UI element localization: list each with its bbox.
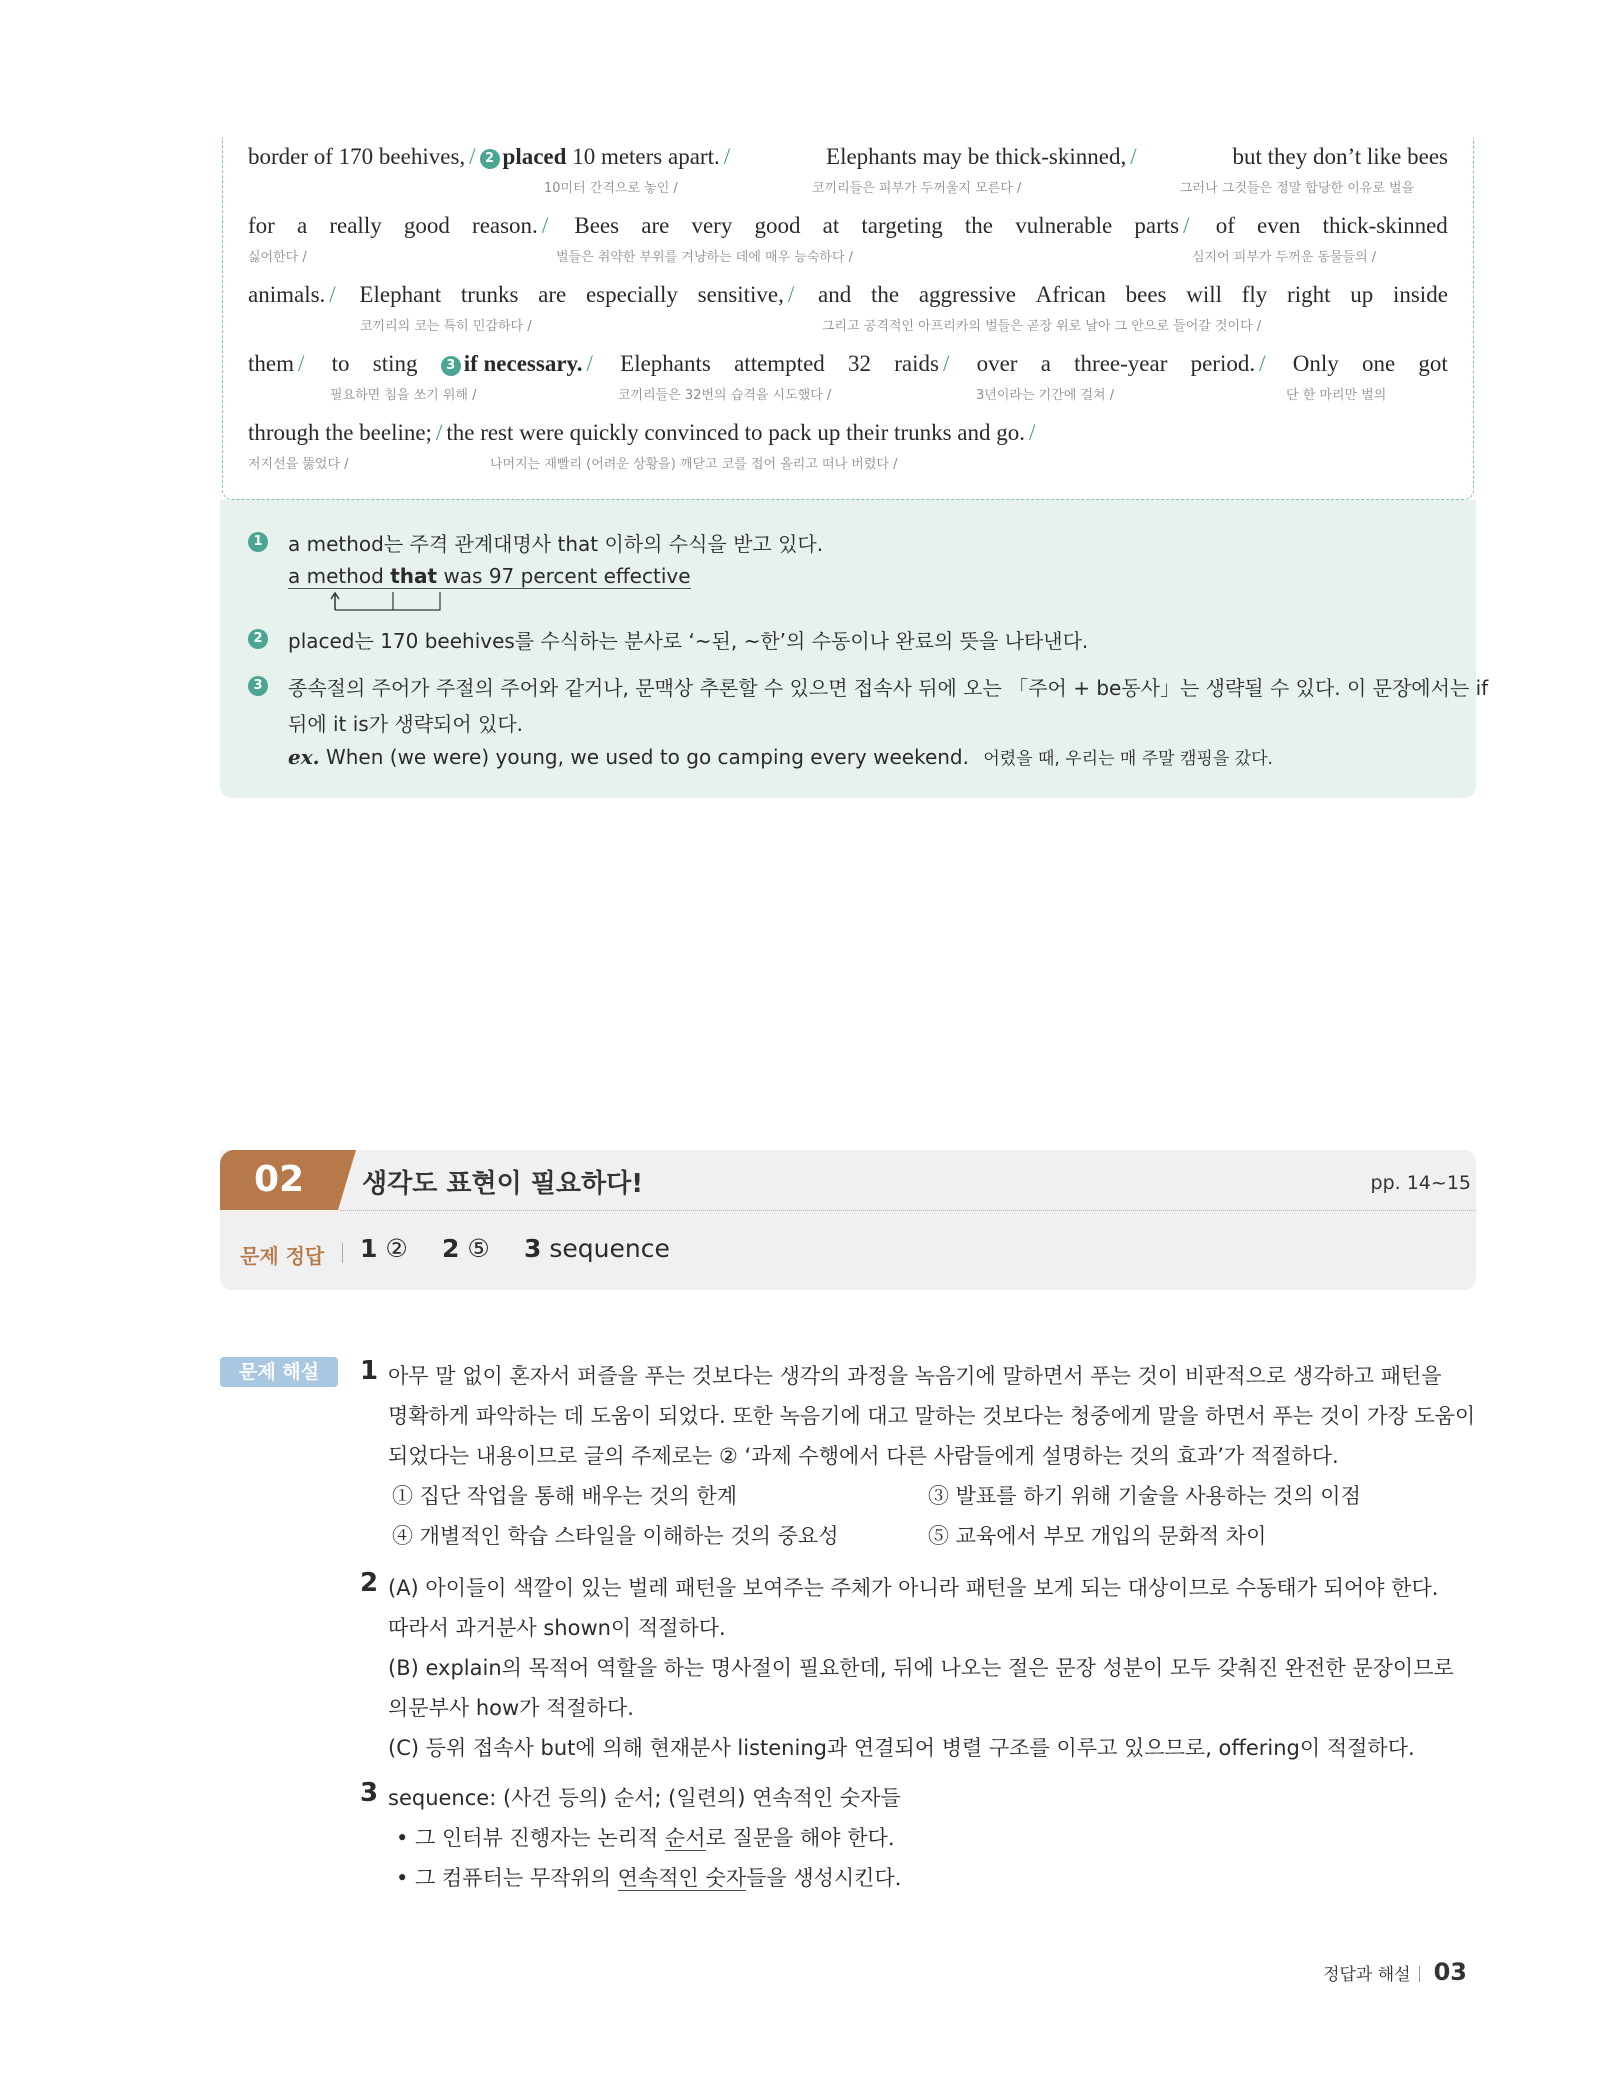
answer-separator [342, 1243, 343, 1263]
answer-number: 1 [360, 1234, 378, 1263]
translation: 코끼리들은 피부가 두꺼울지 모른다 / [812, 181, 1022, 196]
translation: 단 한 마리만 벌의 [1286, 388, 1387, 403]
section-pages: pp. 14~15 [1370, 1172, 1471, 1194]
section-number: 02 [220, 1150, 338, 1210]
modifier-arrow-icon [325, 590, 445, 612]
page-footer [1323, 1958, 1467, 1986]
answer-2 [442, 1234, 490, 1263]
answer-value: sequence [549, 1234, 670, 1263]
slash: / [329, 282, 336, 307]
passage-bold: placed [502, 144, 567, 169]
translation: 심지어 피부가 두꺼운 동물들의 / [1192, 250, 1377, 265]
translation: 10미터 간격으로 놓인 / [544, 181, 678, 196]
note-number-3: 3 [248, 676, 268, 696]
page-number: 03 [1433, 1958, 1467, 1986]
slash: / [1130, 144, 1137, 169]
slash: / [942, 351, 950, 376]
explanation-text: (A) 아이들이 색깔이 있는 벌레 패턴을 보여주는 주체가 아니라 패턴을 보게 되는 대상이므로 수동태가 되어야 한다. [388, 1576, 1439, 1600]
translation: 코끼리의 코는 특히 민감하다 / [360, 319, 532, 334]
passage-chunk: but they don’t like bees [1232, 144, 1448, 169]
slash: / [586, 351, 593, 376]
example-translation: 어렸을 때, 우리는 매 주말 캠핑을 갔다. [983, 749, 1273, 769]
note-text-3: 종속절의 주어가 주절의 주어와 같거나, 문맥상 추론할 수 있으면 접속사 뒤에 오는 「주어 + be동사」는 생략될 수 있다. 이 문장에서는 if [288, 676, 1489, 700]
slash: / [787, 282, 795, 307]
translation: 나머지는 재빨리 (어려운 상황을) 깨닫고 코를 접어 올리고 떠나 버렸다 / [490, 457, 898, 472]
translation: 그리고 공격적인 아프리카의 벌들은 곧장 위로 날아 그 안으로 들어갈 것이다 / [822, 319, 1262, 334]
explanation-text: sequence: (사건 등의) 순서; (일련의) 연속적인 숫자들 [388, 1786, 901, 1810]
passage-chunk: 10 meters apart. [572, 144, 720, 169]
translation: 저지선을 뚫었다 / [248, 457, 349, 472]
passage-line-4: them / to sting 3 if necessary. / Elephants attempted 32 raids / over a three-year period. / Only one got [248, 351, 1448, 376]
note-number-1: 1 [248, 532, 268, 552]
bullet-text: • 그 인터뷰 진행자는 논리적 [396, 1826, 665, 1850]
section-divider [340, 1210, 1476, 1211]
bullet-text: 들을 생성시킨다. [746, 1866, 902, 1890]
translation: 벌들은 취약한 부위를 겨냥하는 데에 매우 능숙하다 / [556, 250, 854, 265]
slash: / [723, 144, 731, 169]
passage-line-2: for a really good reason. / Bees are very good at targeting the vulnerable parts / of even thick-skinned [248, 213, 1448, 238]
note-text-1: a method는 주격 관계대명사 that 이하의 수식을 받고 있다. [288, 532, 824, 556]
note-1-example [288, 564, 691, 588]
choice-5: ⑤ 교육에서 부모 개입의 문화적 차이 [928, 1524, 1267, 1548]
relative-pronoun: that [390, 564, 438, 588]
slash: / [1029, 420, 1036, 445]
answer-number: 3 [524, 1234, 542, 1263]
note-text-3-cont: 뒤에 it is가 생략되어 있다. [288, 712, 524, 736]
note-marker-2: 2 [480, 149, 500, 169]
answer-value: ⑤ [467, 1234, 490, 1263]
underlined-word: 순서 [664, 1826, 706, 1850]
translation: 3년이라는 기간에 걸쳐 / [976, 388, 1115, 403]
passage-chunk: Elephants may be thick-skinned, [826, 144, 1127, 169]
example-sentence: When (we were) young, we used to go camping every weekend. [325, 745, 969, 769]
explanation-text: 아무 말 없이 혼자서 퍼즐을 푸는 것보다는 생각의 과정을 녹음기에 말하면서 푸는 것이 비판적으로 생각하고 패턴을 [388, 1364, 1442, 1388]
explanation-text: 되었다는 내용이므로 글의 주제로는 ② ‘과제 수행에서 다른 사람들에게 설명하는 것의 효과’가 적절하다. [388, 1444, 1339, 1468]
answer-label: 문제 정답 [240, 1244, 325, 1268]
question-number-3: 3 [360, 1778, 379, 1808]
question-number-1: 1 [360, 1356, 379, 1386]
section-title: 생각도 표현이 필요하다! [362, 1169, 644, 1199]
passage-chunk: them [248, 351, 294, 376]
note-example [288, 744, 1273, 769]
explanation-text: (C) 등위 접속사 but에 의해 현재분사 listening과 연결되어 병렬 구조를 이루고 있으므로, offering이 적절하다. [388, 1736, 1415, 1760]
passage-line-5 [248, 420, 1448, 446]
translation: 그러나 그것들은 정말 합당한 이유로 벌을 [1180, 181, 1415, 196]
passage-chunk: the rest were quickly convinced to pack up their trunks and go. [446, 420, 1026, 445]
example-label: ex. [288, 745, 320, 769]
bullet-text: • 그 컴퓨터는 무작위의 [396, 1866, 618, 1890]
explanation-text: (B) explain의 목적어 역할을 하는 명사절이 필요한데, 뒤에 나오는 절은 문장 성분이 모두 갖춰진 완전한 문장이므로 [388, 1656, 1454, 1680]
example-bullet-2 [396, 1862, 901, 1892]
answer-1 [360, 1234, 408, 1263]
passage-line-3: animals. / Elephant trunks are especially sensitive, / and the aggressive African bees will fly right up inside [248, 282, 1448, 307]
explanation-label: 문제 해설 [220, 1357, 338, 1387]
slash: / [541, 213, 549, 238]
footer-separator [1419, 1966, 1420, 1982]
example-bullet-1 [396, 1822, 895, 1852]
answer-value: ② [385, 1234, 408, 1263]
translation: 필요하면 침을 쏘기 위해 / [330, 388, 477, 403]
slash: / [469, 144, 476, 169]
choice-1: ① 집단 작업을 통해 배우는 것의 한계 [392, 1484, 738, 1508]
answer-3 [524, 1234, 670, 1263]
question-number-2: 2 [360, 1568, 379, 1598]
underlined-word: 연속적인 숫자 [617, 1866, 747, 1890]
passage-chunk: through the beeline; [248, 420, 432, 445]
note-text-2: placed는 170 beehives를 수식하는 분사로 ‘~된, ~한’의 수동이나 완료의 뜻을 나타낸다. [288, 629, 1089, 653]
passage-bold: if necessary. [463, 351, 583, 376]
answer-number: 2 [442, 1234, 460, 1263]
translation: 싫어한다 / [248, 250, 307, 265]
antecedent: a method [288, 564, 384, 588]
slash: / [298, 351, 305, 376]
explanation-text: 따라서 과거분사 shown이 적절하다. [388, 1616, 726, 1640]
passage-chunk: border of 170 beehives, [248, 144, 466, 169]
footer-label: 정답과 해설 [1323, 1965, 1411, 1985]
note-marker-3: 3 [441, 356, 461, 376]
slash: / [435, 420, 443, 445]
note-number-2: 2 [248, 629, 268, 649]
explanation-text: 의문부사 how가 적절하다. [388, 1696, 634, 1720]
choice-4: ④ 개별적인 학습 스타일을 이해하는 것의 중요성 [392, 1524, 839, 1548]
bullet-text: 로 질문을 해야 한다. [705, 1826, 895, 1850]
translation: 코끼리들은 32번의 습격을 시도했다 / [618, 388, 832, 403]
explanation-text: 명확하게 파악하는 데 도움이 되었다. 또한 녹음기에 대고 말하는 것보다는 청중에게 말을 하면서 푸는 것이 가장 도움이 [388, 1404, 1476, 1428]
slash: / [1259, 351, 1266, 376]
passage-line-1 [248, 144, 1448, 170]
slash: / [1183, 213, 1190, 238]
choice-3: ③ 발표를 하기 위해 기술을 사용하는 것의 이점 [928, 1484, 1361, 1508]
relative-clause: was 97 percent effective [443, 564, 691, 588]
